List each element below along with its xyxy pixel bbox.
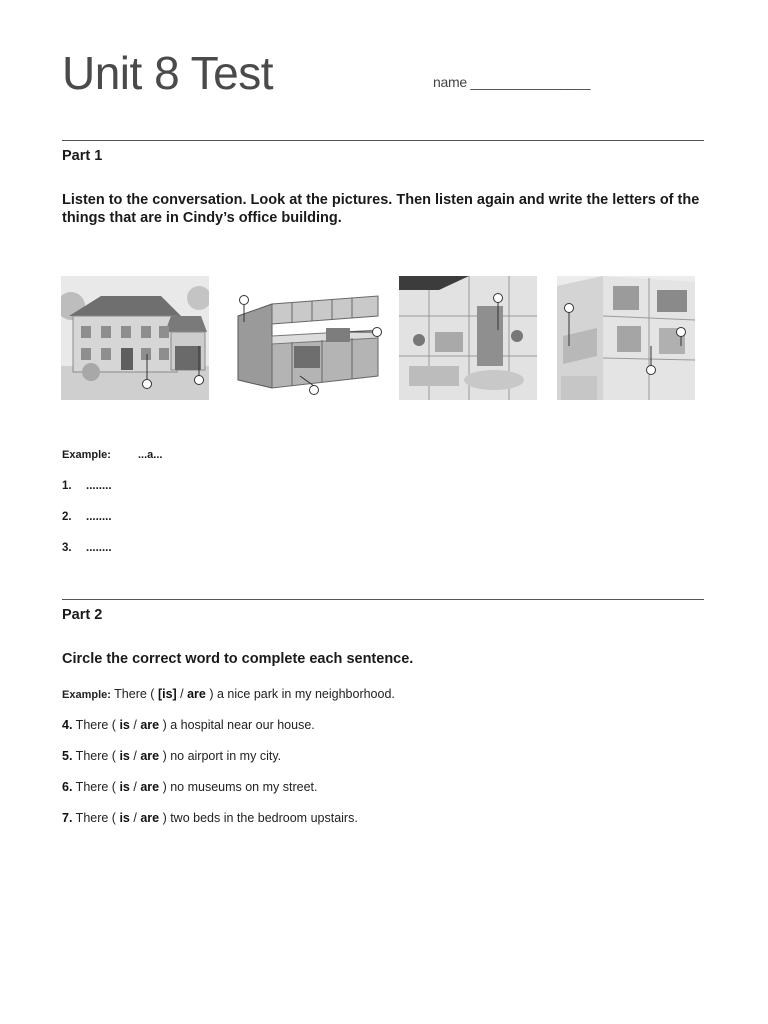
example-sentence: Example: There ( [is] / are ) a nice park in my neighborhood. <box>62 687 395 701</box>
option-are[interactable]: are <box>140 811 160 825</box>
part2-instruction: Circle the correct word to complete each sentence. <box>62 651 414 667</box>
answer-blank[interactable]: ........ <box>86 511 112 523</box>
answer-row[interactable] <box>62 511 112 523</box>
part2-heading: Part 2 <box>62 607 103 623</box>
house-picture <box>61 276 209 400</box>
part1-instruction: Listen to the conversation. Look at the pictures. Then listen again and write the letters of the things that are in Cindy’s office building. <box>62 192 700 226</box>
item-number: 7. <box>62 811 73 825</box>
option-is[interactable]: [is] <box>157 687 177 701</box>
example-answer: ...a... <box>138 449 163 461</box>
sentence-item: 5. There ( is / are ) no airport in my city. <box>62 749 282 763</box>
option-is[interactable]: is <box>119 749 130 763</box>
answer-row[interactable] <box>62 542 112 554</box>
example-label: Example: <box>62 689 111 701</box>
sentence-item: 6. There ( is / are ) no museums on my street. <box>62 780 318 794</box>
option-are[interactable]: are <box>187 687 206 701</box>
option-is[interactable]: is <box>119 811 130 825</box>
option-is[interactable]: is <box>119 718 130 732</box>
sentence-item: 4. There ( is / are ) a hospital near our house. <box>62 718 315 732</box>
item-number: 5. <box>62 749 73 763</box>
option-are[interactable]: are <box>140 718 160 732</box>
item-number: 6. <box>62 780 73 794</box>
option-is[interactable]: is <box>119 780 130 794</box>
answer-blank[interactable]: ........ <box>86 480 112 492</box>
divider <box>62 140 704 141</box>
lobby-picture <box>399 276 537 400</box>
name-field[interactable]: name ________________ <box>433 74 591 90</box>
part1-heading: Part 1 <box>62 148 103 164</box>
item-number: 1. <box>62 480 72 492</box>
item-number: 4. <box>62 718 73 732</box>
apartment-building-picture <box>557 276 695 400</box>
answer-row[interactable] <box>62 480 112 492</box>
answer-blank[interactable]: ........ <box>86 542 112 554</box>
item-number: 2. <box>62 511 72 523</box>
sentence-item: 7. There ( is / are ) two beds in the bedroom upstairs. <box>62 811 358 825</box>
item-number: 3. <box>62 542 72 554</box>
kitchen-picture <box>232 276 384 400</box>
divider <box>62 599 704 600</box>
page-title: Unit 8 Test <box>62 47 273 99</box>
example-label: Example: <box>62 449 111 461</box>
option-are[interactable]: are <box>140 749 160 763</box>
option-are[interactable]: are <box>140 780 160 794</box>
